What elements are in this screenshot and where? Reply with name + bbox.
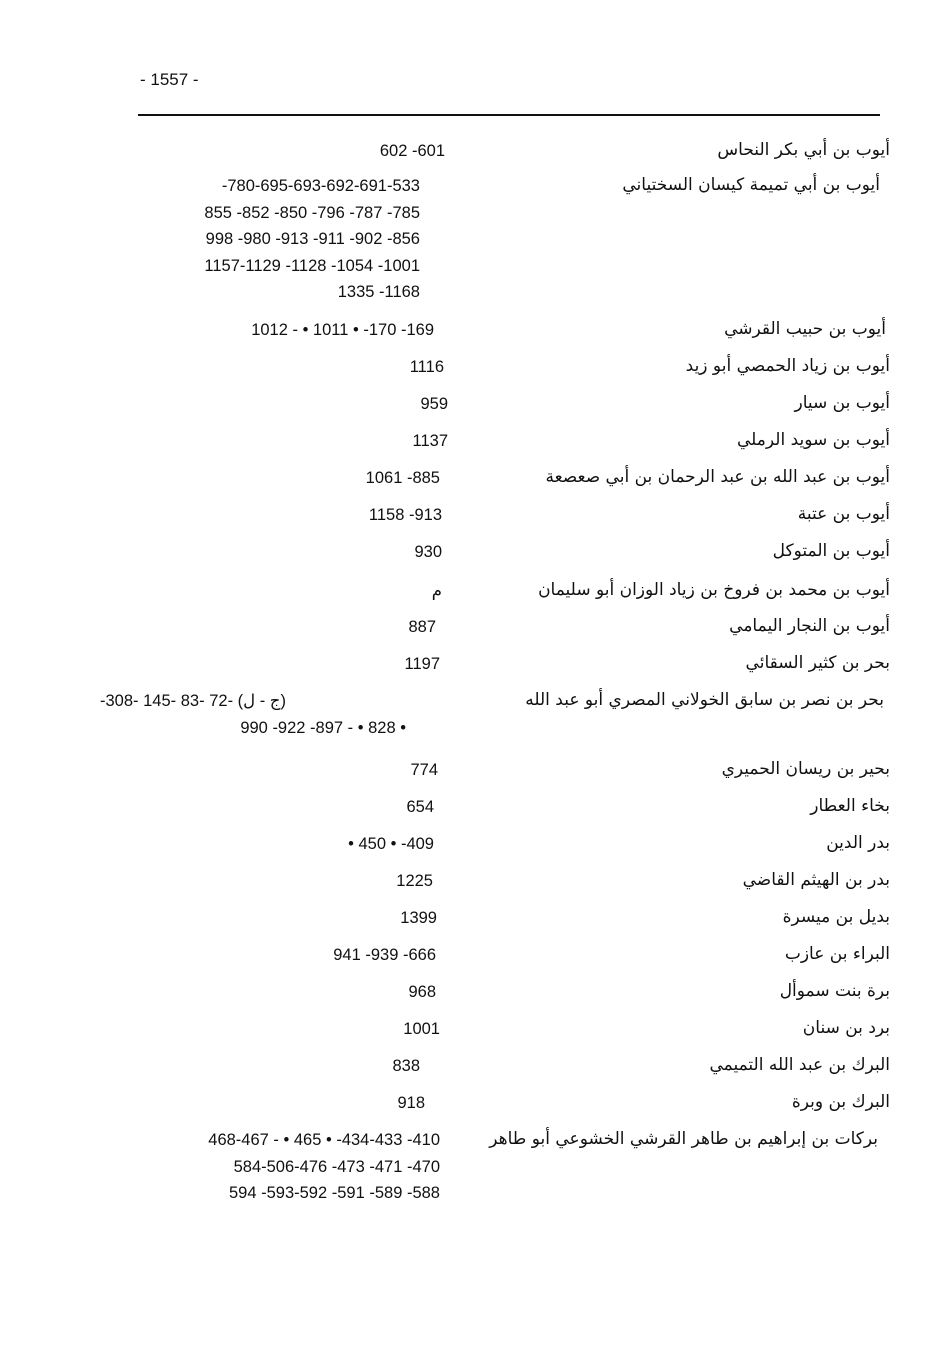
entry-name: بحير بن ريسان الحميري xyxy=(721,759,890,779)
entry-name: البرك بن عبد الله التميمي xyxy=(709,1055,890,1075)
entry-name: برد بن سنان xyxy=(802,1018,890,1038)
entry-pages xyxy=(100,651,440,678)
page-ref-line: 1335 -1168 xyxy=(337,283,420,302)
entry-pages xyxy=(100,1016,440,1043)
entry-name: أيوب بن حبيب القرشي xyxy=(724,319,886,339)
page-ref-line: 774 xyxy=(410,761,438,779)
page-ref-line: 1197 xyxy=(404,655,440,673)
page-ref-line: 1116 xyxy=(409,358,444,376)
page-ref-line: (ج - ل) -72 -83 -145 -308- xyxy=(100,692,286,710)
page-ref-line: 855 -852 -850 -796 -787 -785 xyxy=(204,203,420,222)
entry-pages xyxy=(100,1127,440,1207)
entry-pages xyxy=(100,465,440,492)
entry-pages xyxy=(100,138,445,165)
entry-name: البرك بن وبرة xyxy=(791,1092,890,1112)
page-ref-line: م xyxy=(431,582,442,600)
entry-pages xyxy=(100,614,436,641)
entry-pages xyxy=(100,688,418,741)
entry-name: بخاء العطار xyxy=(810,796,890,816)
page-ref-line: 1399 xyxy=(400,909,437,927)
entry-name: البراء بن عازب xyxy=(784,944,890,964)
entry-pages xyxy=(100,173,420,306)
page-ref-line: 602 -601 xyxy=(379,142,445,160)
entry-name: أيوب بن عبد الله بن عبد الرحمان بن أبي صعصعة xyxy=(545,467,890,487)
header-rule xyxy=(138,114,880,116)
entry-pages xyxy=(100,354,444,381)
entry-pages xyxy=(100,391,448,418)
page-ref-line: 968 xyxy=(408,983,436,1001)
entry-pages xyxy=(100,905,437,932)
entry-name: أيوب بن عتبة xyxy=(797,504,890,524)
page-ref-line: • 450 • -409 xyxy=(348,835,434,853)
entry-pages xyxy=(100,868,433,895)
entry-name: أيوب بن أبي بكر النحاس xyxy=(717,140,890,160)
entry-name: أيوب بن المتوكل xyxy=(772,541,890,561)
entry-pages xyxy=(100,979,436,1006)
page-ref-line: 1225 xyxy=(396,872,433,890)
entry-pages xyxy=(100,317,434,344)
entry-pages xyxy=(100,942,436,969)
page-ref-line: 584-506-476 -473 -471 -470 xyxy=(233,1157,440,1176)
entry-name: برة بنت سموأل xyxy=(779,981,890,1001)
page-ref-line: 930 xyxy=(414,543,442,561)
page-ref-line: 959 xyxy=(420,395,448,413)
page-ref-line: 1158 -913 xyxy=(368,506,442,524)
page-ref-line: 1012 - • 1011 • -170 -169 xyxy=(251,321,434,339)
entry-pages xyxy=(100,502,442,529)
entry-pages xyxy=(100,794,434,821)
page-ref-line: 654 xyxy=(406,798,434,816)
entry-name: أيوب بن زياد الحمصي أبو زيد xyxy=(685,356,890,376)
page-ref-line: 1001 xyxy=(403,1020,440,1038)
entry-pages xyxy=(100,578,442,605)
page-ref-line: 1137 xyxy=(412,432,448,450)
entry-pages xyxy=(100,428,448,455)
entry-name: بركات بن إبراهيم بن طاهر القرشي الخشوعي أبو طاهر xyxy=(489,1129,878,1149)
entry-pages xyxy=(100,1053,420,1080)
entry-name: بدر الدين xyxy=(826,833,890,853)
page-ref-line: 918 xyxy=(397,1094,425,1112)
page-ref-line: -780-695-693-692-691-533 xyxy=(221,177,420,195)
page-number: - 1557 - xyxy=(140,70,199,89)
entry-name: أيوب بن سويد الرملي xyxy=(737,430,890,450)
page-ref-line: 941 -939 -666 xyxy=(333,946,436,964)
entry-name: أيوب بن أبي تميمة كيسان السختياني xyxy=(622,175,880,195)
entry-name: بديل بن ميسرة xyxy=(782,907,890,927)
entry-name: بحر بن نصر بن سابق الخولاني المصري أبو عبد الله xyxy=(525,690,884,710)
entry-pages xyxy=(100,1090,425,1117)
page-ref-line: 990 -922 -897 - • 828 • xyxy=(240,718,406,737)
page-ref-line: 838 xyxy=(392,1057,420,1075)
page-ref-line: 468-467 - • 465 • -434-433 -410 xyxy=(208,1131,440,1149)
page-ref-line: 594 -593-592 -591 -589 -588 xyxy=(229,1184,440,1203)
page-ref-line: 887 xyxy=(408,618,436,636)
page-ref-line: 1157-1129 -1128 -1054 -1001 xyxy=(204,256,420,275)
page-ref-line: 1061 -885 xyxy=(365,469,440,487)
entry-name: بحر بن كثير السقائي xyxy=(745,653,890,673)
entry-pages xyxy=(100,831,434,858)
entry-pages xyxy=(100,539,442,566)
entry-name: بدر بن الهيثم القاضي xyxy=(742,870,890,890)
entry-pages xyxy=(100,757,438,784)
entry-name: أيوب بن محمد بن فروخ بن زياد الوزان أبو سليمان xyxy=(538,580,890,600)
page-ref-line: 998 -980 -913 -911 -902 -856 xyxy=(205,230,420,249)
entry-name: أيوب بن سيار xyxy=(794,393,890,413)
entry-name: أيوب بن النجار اليمامي xyxy=(729,616,890,636)
